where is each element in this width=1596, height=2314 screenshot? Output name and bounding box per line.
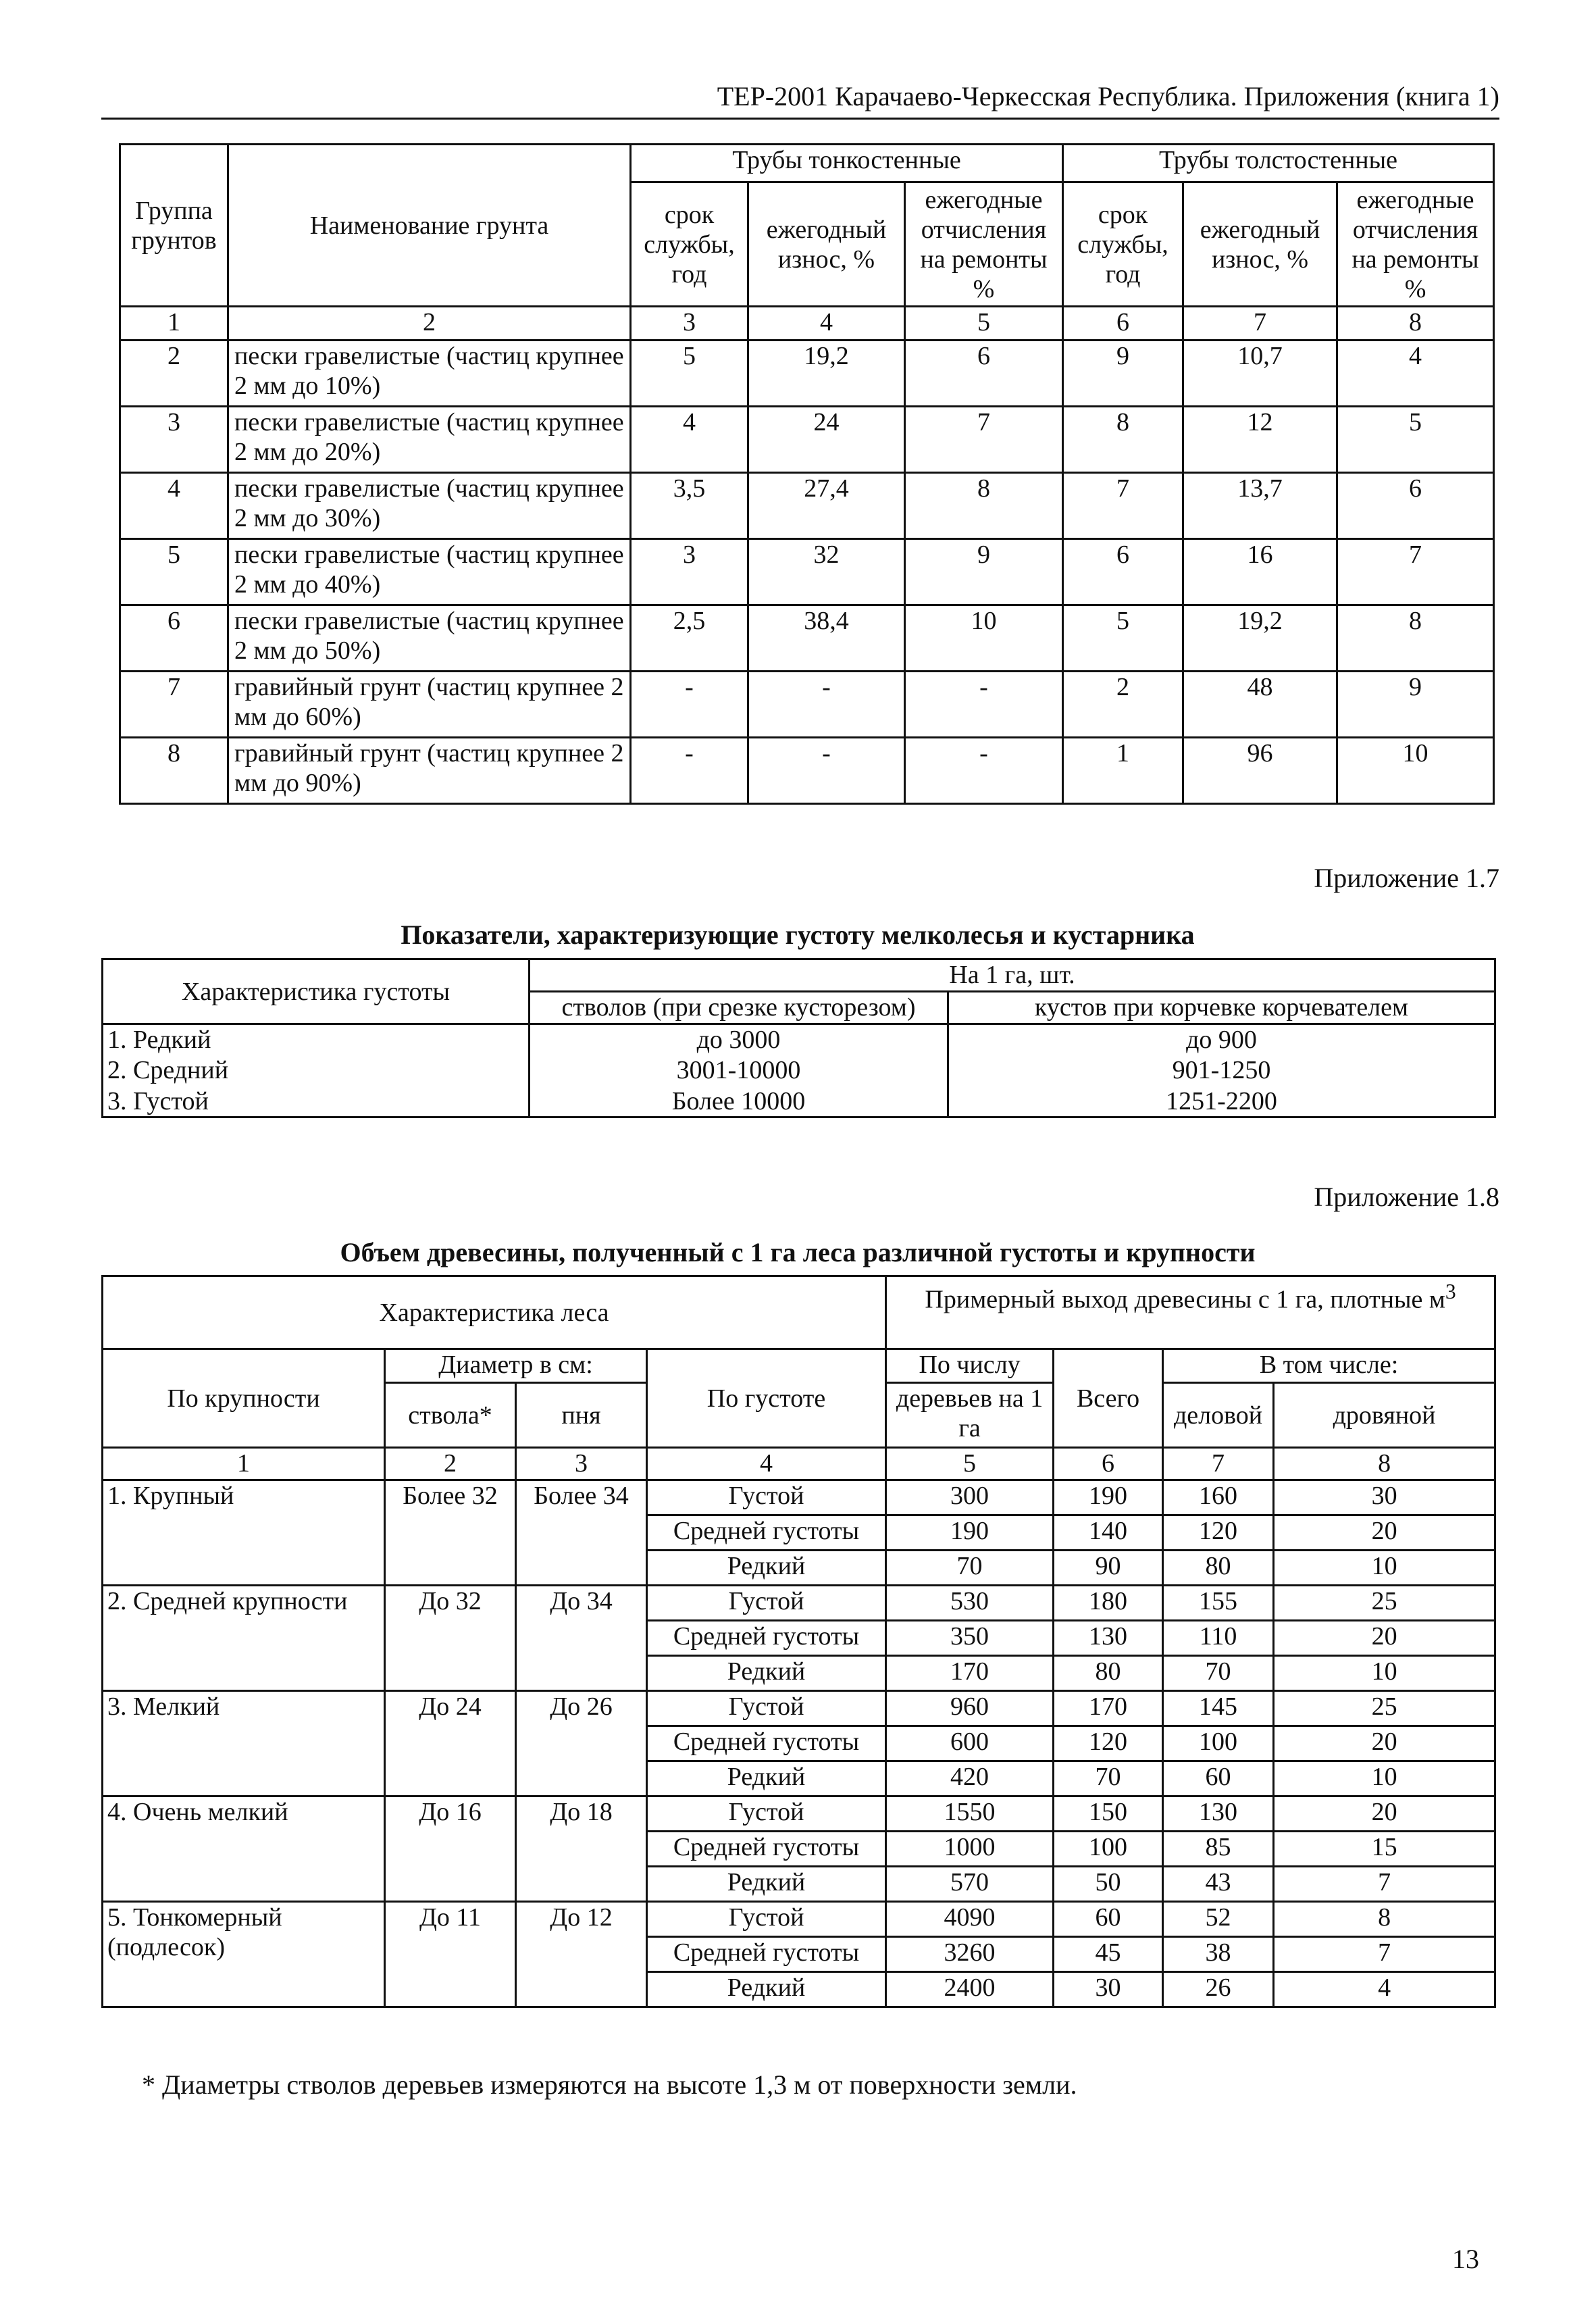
head-trees-per-ha: деревьев на 1 га [886,1383,1054,1448]
stump-diameter-cell: Более 34 [516,1480,647,1586]
table-cell: 1550 [886,1796,1054,1832]
table-cell: 8 [120,738,228,804]
page-number: 13 [1452,2244,1479,2274]
head-total: Всего [1054,1349,1163,1448]
table-cell: 160 [1163,1480,1274,1515]
head-wood-yield-text: Примерный выход древесины с 1 га, плотные м [925,1285,1445,1314]
density-cell: Средней густоты [647,1515,886,1551]
col-num: 2 [385,1448,516,1480]
col-num: 6 [1054,1448,1163,1480]
table-cell: 52 [1163,1902,1274,1937]
table-cell: 6 [905,341,1063,407]
table-row [120,407,1494,473]
table-cell: 3,5 [631,473,748,539]
table-cell: 2 [1063,672,1183,738]
table-cell: 901-1250 [948,1055,1495,1086]
table-cell: 7 [905,407,1063,473]
head-diameter: Диаметр в см: [385,1349,647,1383]
table-cell: 5 [1063,605,1183,672]
soil-name-cell: пески гравелистые (частиц крупнее 2 мм до 10%) [228,341,631,407]
density-cell: Редкий [647,1867,886,1902]
table-cell: 120 [1054,1726,1163,1761]
table-cell: - [905,672,1063,738]
table-cell: 120 [1163,1515,1274,1551]
trunk-diameter-cell: До 11 [385,1902,516,2007]
table-cell: 1 [1063,738,1183,804]
table-cell: 20 [1274,1796,1495,1832]
col-num: 1 [120,307,228,341]
density-cell: Редкий [647,1551,886,1586]
table-row [103,1586,1495,1621]
appendix-label-1-8: Приложение 1.8 [1314,1182,1499,1212]
table-cell: 190 [1054,1480,1163,1515]
table-cell: 8 [1063,407,1183,473]
table-cell: 3260 [886,1937,1054,1972]
table-cell: 140 [1054,1515,1163,1551]
soil-name-cell: пески гравелистые (частиц крупнее 2 мм до 50%) [228,605,631,672]
table-row [120,672,1494,738]
col-num: 3 [516,1448,647,1480]
table-cell: 100 [1054,1832,1163,1867]
table-cell: 180 [1054,1586,1163,1621]
table-cell: 10 [1274,1656,1495,1691]
table-cell: 24 [748,407,905,473]
head-trunk: ствола* [385,1383,516,1448]
soil-name-cell: пески гравелистые (частиц крупнее 2 мм до 20%) [228,407,631,473]
density-label-cell: 3. Густой [103,1086,530,1117]
size-class-cell: 5. Тонкомерный (подлесок) [103,1902,385,2007]
table-cell: 3 [120,407,228,473]
table-cell: 20 [1274,1515,1495,1551]
column-numbers-row [120,307,1494,341]
size-class-cell: 2. Средней крупности [103,1586,385,1691]
table-cell: 10 [905,605,1063,672]
head-wood-yield [886,1276,1495,1349]
table-cell: - [748,738,905,804]
table-cell: 9 [905,539,1063,605]
table-cell: 9 [1063,341,1183,407]
table3-title: Объем древесины, полученный с 1 га леса различной густоты и крупности [340,1237,1256,1267]
table-cell: 70 [1054,1761,1163,1796]
head-forest-char: Характеристика леса [103,1276,886,1349]
size-class-cell: 4. Очень мелкий [103,1796,385,1902]
head-by-count: По числу [886,1349,1054,1383]
table-cell: 960 [886,1691,1054,1726]
col-num: 1 [103,1448,385,1480]
table-row [120,473,1494,539]
table-cell: 20 [1274,1621,1495,1656]
density-cell: Густой [647,1691,886,1726]
table-cell: 2400 [886,1972,1054,2007]
table-cell: 80 [1054,1656,1163,1691]
table-cell: 110 [1163,1621,1274,1656]
density-label-cell: 1. Редкий [103,1024,530,1055]
table-row [103,1055,1495,1086]
table-cell: - [631,738,748,804]
table-row [120,341,1494,407]
table-cell: 85 [1163,1832,1274,1867]
head-including: В том числе: [1163,1349,1495,1383]
head-thin-wear: ежегодный износ, % [748,182,905,307]
table-cell: 8 [905,473,1063,539]
table-cell: 26 [1163,1972,1274,2007]
head-thick-life: срок службы, год [1063,182,1183,307]
table-cell: 10 [1337,738,1494,804]
table-cell: 4 [1337,341,1494,407]
table-cell: 350 [886,1621,1054,1656]
table-cell: 38 [1163,1937,1274,1972]
table-cell: 90 [1054,1551,1163,1586]
table-cell: 130 [1054,1621,1163,1656]
table-cell: 4 [1274,1972,1495,2007]
table-cell: 20 [1274,1726,1495,1761]
density-cell: Средней густоты [647,1937,886,1972]
table-cell: 5 [631,341,748,407]
table-cell: 7 [1274,1937,1495,1972]
table-cell: Более 10000 [530,1086,948,1117]
table-cell: 19,2 [1183,605,1337,672]
table-cell: 6 [1337,473,1494,539]
col-num: 2 [228,307,631,341]
soil-name-cell: пески гравелистые (частиц крупнее 2 мм до 30%) [228,473,631,539]
table-cell: 1000 [886,1832,1054,1867]
table-row [103,1086,1495,1117]
table-cell: - [631,672,748,738]
table-row [120,539,1494,605]
trunk-diameter-cell: До 24 [385,1691,516,1796]
table-cell: 300 [886,1480,1054,1515]
density-cell: Густой [647,1796,886,1832]
table-cell: 16 [1183,539,1337,605]
soil-name-cell: пески гравелистые (частиц крупнее 2 мм до 40%) [228,539,631,605]
table-cell: 96 [1183,738,1337,804]
density-cell: Редкий [647,1761,886,1796]
header-rule [101,118,1499,120]
head-group: Группа грунтов [120,145,228,307]
table-cell: 100 [1163,1726,1274,1761]
density-cell: Густой [647,1480,886,1515]
density-label-cell: 2. Средний [103,1055,530,1086]
table-cell: 7 [120,672,228,738]
table-cell: 25 [1274,1691,1495,1726]
size-class-cell: 3. Мелкий [103,1691,385,1796]
stump-diameter-cell: До 34 [516,1586,647,1691]
table-cell: 10,7 [1183,341,1337,407]
table-cell: 48 [1183,672,1337,738]
table-cell: 60 [1163,1761,1274,1796]
density-table [101,958,1496,1118]
table-cell: 25 [1274,1586,1495,1621]
table-cell: 7 [1337,539,1494,605]
head-thin-repair: ежегодные отчисления на ремонты % [905,182,1063,307]
stump-diameter-cell: До 12 [516,1902,647,2007]
table-cell: 600 [886,1726,1054,1761]
table-row [103,1796,1495,1832]
table-cell: 8 [1337,605,1494,672]
density-cell: Редкий [647,1972,886,2007]
col-num: 7 [1163,1448,1274,1480]
table-cell: 45 [1054,1937,1163,1972]
head-stump: пня [516,1383,647,1448]
table-cell: 3001-10000 [530,1055,948,1086]
table-cell: 32 [748,539,905,605]
table-cell: 27,4 [748,473,905,539]
table-row [120,738,1494,804]
col-num: 7 [1183,307,1337,341]
table-cell: 19,2 [748,341,905,407]
table-cell: 170 [1054,1691,1163,1726]
density-cell: Средней густоты [647,1621,886,1656]
head-thin-pipes: Трубы тонкостенные [631,145,1063,182]
col-num: 8 [1274,1448,1495,1480]
pipes-table [119,143,1495,805]
head-per-ha: На 1 га, шт. [530,959,1495,992]
table-cell: 10 [1274,1761,1495,1796]
table-cell: 150 [1054,1796,1163,1832]
head-density-char: Характеристика густоты [103,959,530,1024]
col-num: 6 [1063,307,1183,341]
head-fuel: дровяной [1274,1383,1495,1448]
table-cell: 7 [1274,1867,1495,1902]
density-cell: Средней густоты [647,1832,886,1867]
table-cell: 6 [1063,539,1183,605]
head-bushes: кустов при корчевке корчевателем [948,992,1495,1024]
table-cell: 12 [1183,407,1337,473]
col-num: 3 [631,307,748,341]
head-thin-life: срок службы, год [631,182,748,307]
soil-name-cell: гравийный грунт (частиц крупнее 2 мм до 90%) [228,738,631,804]
table-cell: 6 [120,605,228,672]
table-cell: 420 [886,1761,1054,1796]
head-thick-wear: ежегодный износ, % [1183,182,1337,307]
density-cell: Густой [647,1902,886,1937]
table-row [103,1691,1495,1726]
table-cell: 130 [1163,1796,1274,1832]
table-cell: 3 [631,539,748,605]
table-cell: 9 [1337,672,1494,738]
table-cell: до 3000 [530,1024,948,1055]
table-cell: 70 [1163,1656,1274,1691]
table-row [103,1902,1495,1937]
trunk-diameter-cell: До 16 [385,1796,516,1902]
size-class-cell: 1. Крупный [103,1480,385,1586]
table-cell: 2 [120,341,228,407]
table-cell: 15 [1274,1832,1495,1867]
col-num: 4 [748,307,905,341]
table-cell: 530 [886,1586,1054,1621]
col-num: 4 [647,1448,886,1480]
trunk-diameter-cell: До 32 [385,1586,516,1691]
table-cell: 190 [886,1515,1054,1551]
table-cell: 570 [886,1867,1054,1902]
stump-diameter-cell: До 26 [516,1691,647,1796]
head-wood-yield-sup: 3 [1445,1280,1456,1303]
col-num: 8 [1337,307,1494,341]
column-numbers-row [103,1448,1495,1480]
table-cell: 170 [886,1656,1054,1691]
head-by-size: По крупности [103,1349,385,1448]
table-cell: 50 [1054,1867,1163,1902]
density-cell: Густой [647,1586,886,1621]
head-thick-pipes: Трубы толстостенные [1063,145,1494,182]
table-cell: 30 [1274,1480,1495,1515]
page-header: ТЕР-2001 Карачаево-Черкесская Республика. Приложения (книга 1) [717,81,1499,111]
density-cell: Средней густоты [647,1726,886,1761]
table-cell: 30 [1054,1972,1163,2007]
head-thick-repair: ежегодные отчисления на ремонты % [1337,182,1494,307]
table-cell: 2,5 [631,605,748,672]
table-cell: - [905,738,1063,804]
table2-title: Показатели, характеризующие густоту мелколесья и кустарника [401,920,1195,950]
table-cell: 5 [120,539,228,605]
footnote: * Диаметры стволов деревьев измеряются на высоте 1,3 м от поверхности земли. [142,2069,1077,2100]
table-cell: 80 [1163,1551,1274,1586]
table-cell: 38,4 [748,605,905,672]
head-by-density: По густоте [647,1349,886,1448]
table-cell: 4090 [886,1902,1054,1937]
table-row [120,605,1494,672]
wood-volume-table [101,1275,1496,2008]
table-cell: 13,7 [1183,473,1337,539]
table-cell: 4 [631,407,748,473]
head-business: деловой [1163,1383,1274,1448]
head-trunks: стволов (при срезке кусторезом) [530,992,948,1024]
table-cell: 8 [1274,1902,1495,1937]
table-cell: 4 [120,473,228,539]
col-num: 5 [905,307,1063,341]
table-cell: 60 [1054,1902,1163,1937]
trunk-diameter-cell: Более 32 [385,1480,516,1586]
table-row [103,1024,1495,1055]
table-cell: до 900 [948,1024,1495,1055]
table-cell: 7 [1063,473,1183,539]
appendix-label-1-7: Приложение 1.7 [1314,863,1499,893]
table-cell: 145 [1163,1691,1274,1726]
stump-diameter-cell: До 18 [516,1796,647,1902]
table-cell: 70 [886,1551,1054,1586]
table-cell: 5 [1337,407,1494,473]
table-row [103,1480,1495,1515]
table-cell: 43 [1163,1867,1274,1902]
density-cell: Редкий [647,1656,886,1691]
col-num: 5 [886,1448,1054,1480]
soil-name-cell: гравийный грунт (частиц крупнее 2 мм до 60%) [228,672,631,738]
table-cell: 155 [1163,1586,1274,1621]
table-cell: 1251-2200 [948,1086,1495,1117]
head-soil-name: Наименование грунта [228,145,631,307]
table-cell: 10 [1274,1551,1495,1586]
table-cell: - [748,672,905,738]
